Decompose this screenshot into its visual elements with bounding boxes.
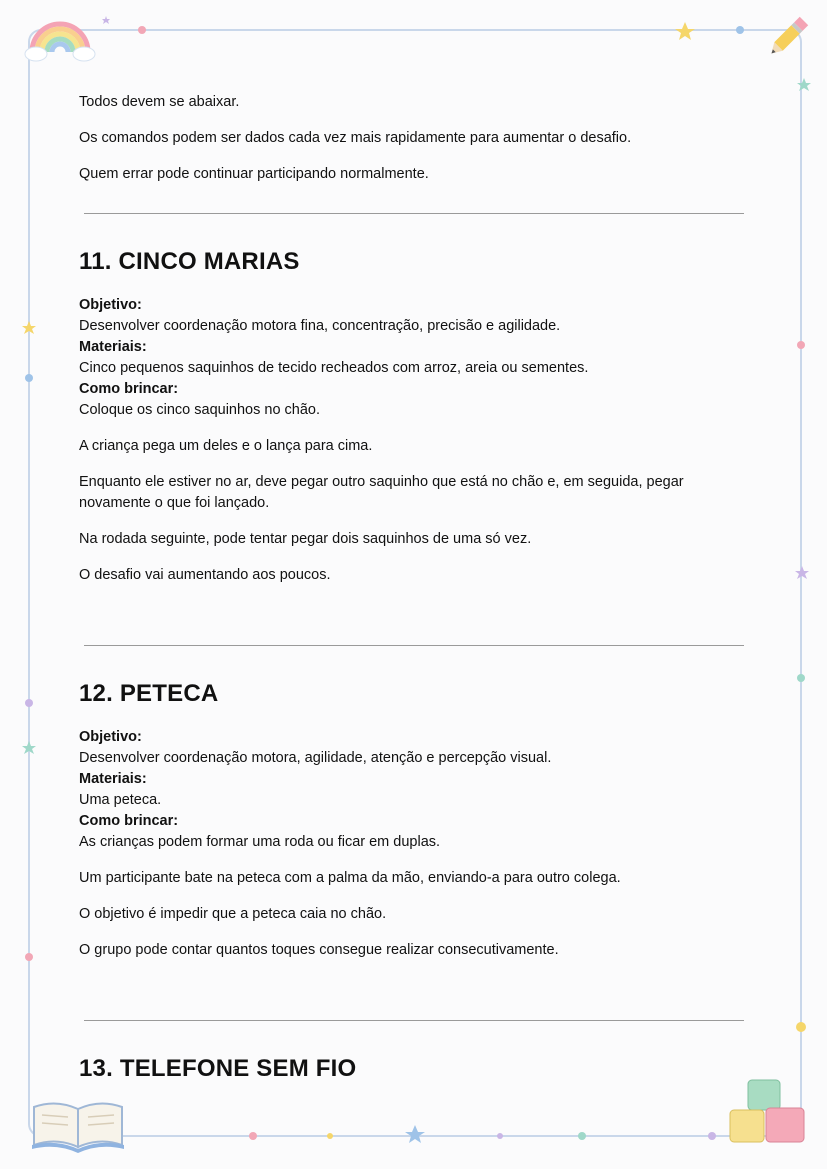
step-text: O objetivo é impedir que a peteca caia no chão. [79, 906, 387, 922]
section-divider [84, 645, 744, 646]
step-text: Um participante bate na peteca com a palma da mão, enviando-a para outro colega. [79, 870, 621, 886]
pencil-icon [762, 12, 812, 64]
paragraph: Todos devem se abaixar. [79, 94, 240, 110]
section-title: 11. CINCO MARIAS [79, 248, 300, 275]
howto-label: Como brincar: [79, 813, 179, 829]
materials-label: Materiais: [79, 339, 147, 355]
materials-text: Uma peteca. [79, 792, 162, 808]
open-book-icon [28, 1093, 128, 1153]
rainbow-icon [22, 12, 98, 64]
step-text: O grupo pode contar quantos toques consegue realizar consecutivamente. [79, 942, 559, 958]
section-cinco-marias [79, 248, 749, 276]
objective-text: Desenvolver coordenação motora fina, concentração, precisão e agilidade. [79, 318, 561, 334]
step-text: Enquanto ele estiver no ar, deve pegar outro saquinho que está no chão e, em seguida, pegar novamente o que foi lançado. [79, 474, 684, 511]
step-text: As crianças podem formar uma roda ou ficar em duplas. [79, 834, 441, 850]
section-divider [84, 1020, 744, 1021]
section-peteca [79, 680, 749, 708]
section-cinco-marias-body [79, 295, 749, 586]
section-title: 12. PETECA [79, 680, 219, 707]
intro-block [79, 92, 749, 185]
section-telefone-sem-fio [79, 1055, 749, 1083]
objective-text: Desenvolver coordenação motora, agilidade, atenção e percepção visual. [79, 750, 552, 766]
section-divider [84, 213, 744, 214]
step-text: Na rodada seguinte, pode tentar pegar dois saquinhos de uma só vez. [79, 531, 532, 547]
objective-label: Objetivo: [79, 729, 142, 745]
paragraph: Quem errar pode continuar participando normalmente. [79, 166, 429, 182]
step-text: Coloque os cinco saquinhos no chão. [79, 402, 321, 418]
paragraph: Os comandos podem ser dados cada vez mais rapidamente para aumentar o desafio. [79, 130, 632, 146]
toy-blocks-icon [728, 1078, 808, 1146]
section-title: 13. TELEFONE SEM FIO [79, 1055, 357, 1082]
step-text: O desafio vai aumentando aos poucos. [79, 567, 331, 583]
step-text: A criança pega um deles e o lança para cima. [79, 438, 373, 454]
materials-text: Cinco pequenos saquinhos de tecido recheados com arroz, areia ou sementes. [79, 360, 589, 376]
objective-label: Objetivo: [79, 297, 142, 313]
section-peteca-body [79, 727, 749, 961]
materials-label: Materiais: [79, 771, 147, 787]
howto-label: Como brincar: [79, 381, 179, 397]
